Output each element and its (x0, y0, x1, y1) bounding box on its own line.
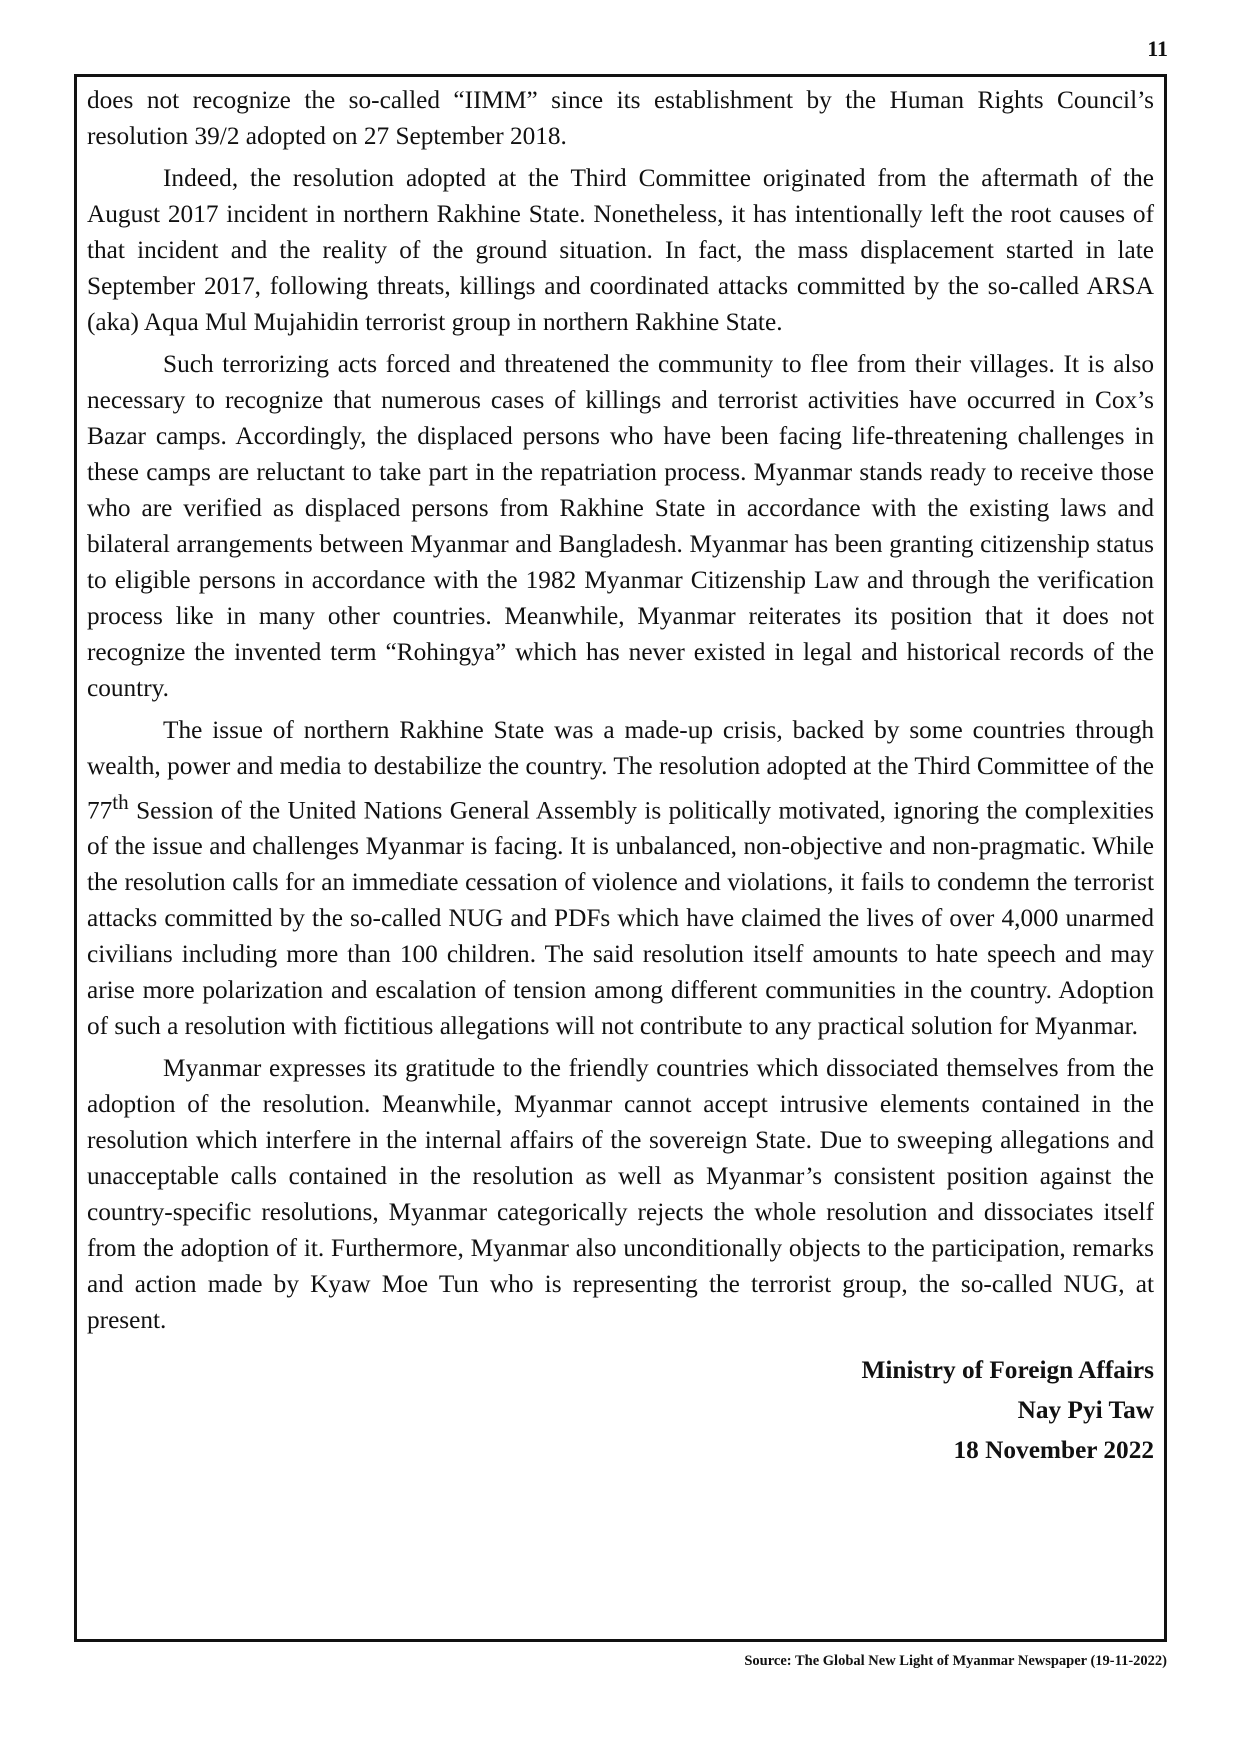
paragraph-3: Such terrorizing acts forced and threatened the community to flee from their villages. It is also necessary to recognize that numerous cases of killings and terrorist activities have occurred in Cox’s Bazar camps. Accordingly, the displaced persons who have been facing life-threatening challenges in these camps are reluctant to take part in the repatriation process. Myanmar stands ready to receive those who are verified as displaced persons from Rakhine State in accordance with the existing laws and bilateral arrangements between Myanmar and Bangladesh. Myanmar has been granting citizenship status to eligible persons in accordance with the 1982 Myanmar Citizenship Law and through the verification process like in many other countries. Meanwhile, Myanmar reiterates its position that it does not recognize the invented term “Rohingya” which has never existed in legal and historical records of the country. (87, 350, 1154, 702)
paragraph-4 (87, 712, 1154, 1044)
paragraph-4-text-part-1: The issue of northern Rakhine State was a made-up crisis, backed by some countries through wealth, power and media to destabilize the country. The resolution adopted at the Third Committee of the 77 (87, 716, 1154, 825)
signature-block (87, 1350, 1154, 1470)
paragraph-2: Indeed, the resolution adopted at the Third Committee originated from the aftermath of the August 2017 incident in northern Rakhine State. Nonetheless, it has intentionally left the root causes of that incident and the reality of the ground situation. In fact, the mass displacement started in late September 2017, following threats, killings and coordinated attacks committed by the so-called ARSA (aka) Aqua Mul Mujahidin terrorist group in northern Rakhine State. (87, 164, 1154, 336)
signature-organization: Ministry of Foreign Affairs (861, 1356, 1154, 1385)
paragraph-4-text-part-2: Session of the United Nations General Assembly is politically motivated, ignoring the complexities of the issue and challenges Myanmar is facing. It is unbalanced, non-objective and non-pragmatic. While the resolution calls for an immediate cessation of violence and violations, it fails to condemn the terrorist attacks committed by the so-called NUG and PDFs which have claimed the lives of over 4,000 unarmed civilians including more than 100 children. The said resolution itself amounts to hate speech and may arise more polarization and escalation of tension among different communities in the country. Adoption of such a resolution with fictitious allegations will not contribute to any practical solution for Myanmar. (87, 796, 1154, 1041)
signature-date: 18 November 2022 (953, 1436, 1154, 1465)
page-number: 11 (1147, 36, 1168, 61)
statement-frame (74, 74, 1167, 1642)
source-citation: Source: The Global New Light of Myanmar Newspaper (19-11-2022) (744, 1653, 1167, 1669)
ordinal-suffix: th (112, 790, 129, 814)
paragraph-1: does not recognize the so-called “IIMM” since its establishment by the Human Rights Council’s resolution 39/2 adopted on 27 September 2018. (87, 86, 1154, 150)
paragraph-5: Myanmar expresses its gratitude to the friendly countries which dissociated themselves from the adoption of the resolution. Meanwhile, Myanmar cannot accept intrusive elements contained in the resolution which interfere in the internal affairs of the sovereign State. Due to sweeping allegations and unacceptable calls contained in the resolution as well as Myanmar’s consistent position against the country-specific resolutions, Myanmar categorically rejects the whole resolution and dissociates itself from the adoption of it. Furthermore, Myanmar also unconditionally objects to the participation, remarks and action made by Kyaw Moe Tun who is representing the terrorist group, the so-called NUG, at present. (87, 1054, 1154, 1335)
signature-place: Nay Pyi Taw (1017, 1396, 1154, 1425)
